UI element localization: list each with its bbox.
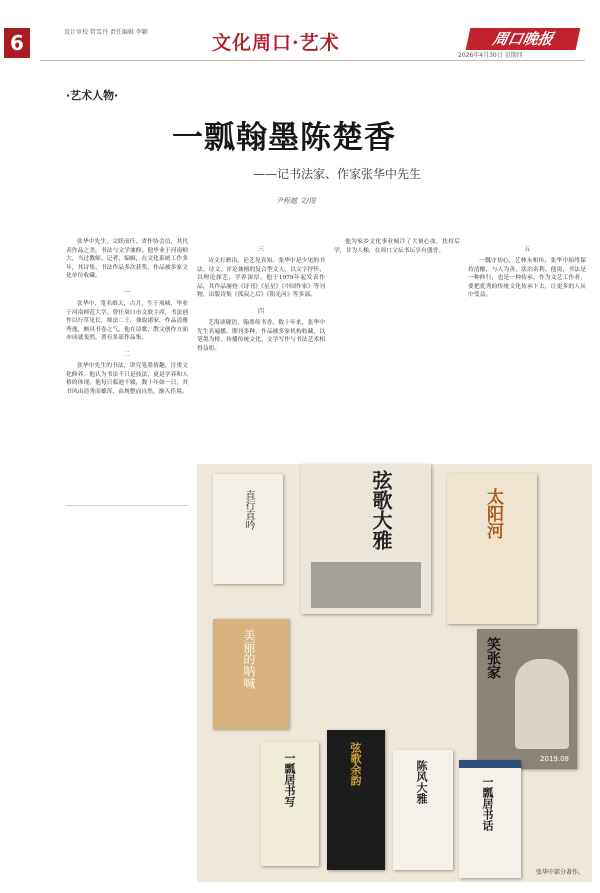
book-title-6: 弦歌余韵 [349, 742, 362, 786]
section-number-2: 二 [123, 350, 130, 358]
pavilion-photo [311, 562, 421, 608]
book-cover-2 [301, 464, 431, 614]
header-rule [40, 60, 585, 61]
book-title-7: 陈风大雅 [415, 760, 428, 804]
column-divider [66, 505, 188, 506]
issue-date: 2026年4月30日 星期四 [458, 52, 523, 59]
article-byline: 尹程越 文/图 [276, 197, 316, 205]
book-title-8: 一瓢居书话 [481, 776, 494, 831]
section-number-1: 一 [123, 288, 130, 296]
section-number-3: 三 [257, 246, 264, 253]
book-title-5: 一瓢居书写 [283, 752, 296, 807]
newspaper-brand: 周口晚报 [466, 28, 581, 50]
books-photo [197, 464, 592, 882]
text-column-3 [334, 238, 460, 460]
text-column-1 [66, 238, 188, 878]
page-number: 6 [4, 28, 30, 58]
text-column-2 [197, 238, 325, 460]
photo-date: 2019.08 [540, 755, 569, 763]
section-4-text: 艺海谈砚语，翰墨传书香。数十年来，张华中先生名遍播，期刊多种，作品被多家机构收藏，以笔墨为桥，传播传统文化，文学写作与书法艺术相得益彰。 [197, 319, 325, 352]
book-cover-4 [213, 619, 289, 729]
book-cover-3 [447, 474, 537, 624]
section-2-text: 张华中先生的书法，讲究笔墨情趣，注重文化修养。他认为书法不只是技法，更是学养和人格的体现。他每日临池不辍，数十年如一日，其书风由清秀而雄浑，由规整而自然，渐入佳境。 [66, 362, 188, 395]
article-title: 一瓢翰墨陈楚香 [172, 120, 396, 156]
book-cover-5 [261, 742, 319, 866]
text-column-4 [468, 238, 586, 460]
article-subtitle: ——记书法家、作家张华中先生 [253, 167, 422, 181]
intro-paragraph: 张华中先生，文联前任、省作协会员，其代表作品之美，书法与文学兼修。他毕业于河南师大，当过教师、记者、编辑，在文化系统工作多年，其诗集、书法作品多次获奖，作品被多家文化单位收藏。 [66, 239, 188, 280]
staff-credits: 设计审校 管雪丹 责任编辑 李颖 [64, 29, 148, 36]
section-5-text: 一瓢守初心，艺林永相传。张华中始终保持清醒，与人为善，淡泊名利。他说，书法是一种修行，也是一种传承，作为文艺工作者，要把优秀的传统文化传承下去，让更多的人从中受益。 [468, 258, 586, 299]
book-title-1: 直行直吟 [243, 490, 254, 530]
book-title-9: 笑张家 [485, 637, 501, 679]
book-cover-7 [393, 750, 453, 870]
column-tag: ·艺术人物· [66, 89, 119, 102]
book-cover-6 [327, 730, 385, 870]
section-number-5: 五 [523, 246, 530, 253]
book-title-2: 弦歌大雅 [369, 470, 393, 550]
author-portrait [515, 659, 569, 749]
section-title: 文化周口·艺术 [212, 32, 340, 54]
book-cover-9 [477, 629, 577, 769]
book-title-4: 美丽的呐喊 [242, 629, 256, 689]
section-1-text: 张华中，笔名维天，古月，生于项城，毕业于河南师范大学。曾任周口市文联主席，书法创作以行草见长，师法二王，兼取诸家，作品清雅秀逸，颇具书卷之气。他在诗歌、散文创作方面亦成就斐然，著有多部作品集。 [66, 300, 188, 342]
section-number-4: 四 [257, 307, 264, 315]
section-3-text: 诗文打磨出，论艺见真知。张华中是少见的书法、诗文、评论兼擅的复合型文人，以文字抒怀，以理论探艺，学养深厚。他于1979年起发表作品，其作品屡登《诗刊》《星星》《中国作家》等刊物，出版诗集《孤寂之后》《阳光河》等多部。 [197, 258, 325, 299]
book-title-3: 太阳河 [483, 488, 503, 539]
column-3-text: 他为家乡文化事业倾注了大量心血，扶持后学，甘为人梯，在周口文坛书坛享有盛誉。 [334, 239, 460, 254]
book-cover-8 [459, 760, 521, 878]
photo-caption: 张华中部分著作。 [535, 869, 584, 876]
book-cover-1 [213, 474, 283, 584]
